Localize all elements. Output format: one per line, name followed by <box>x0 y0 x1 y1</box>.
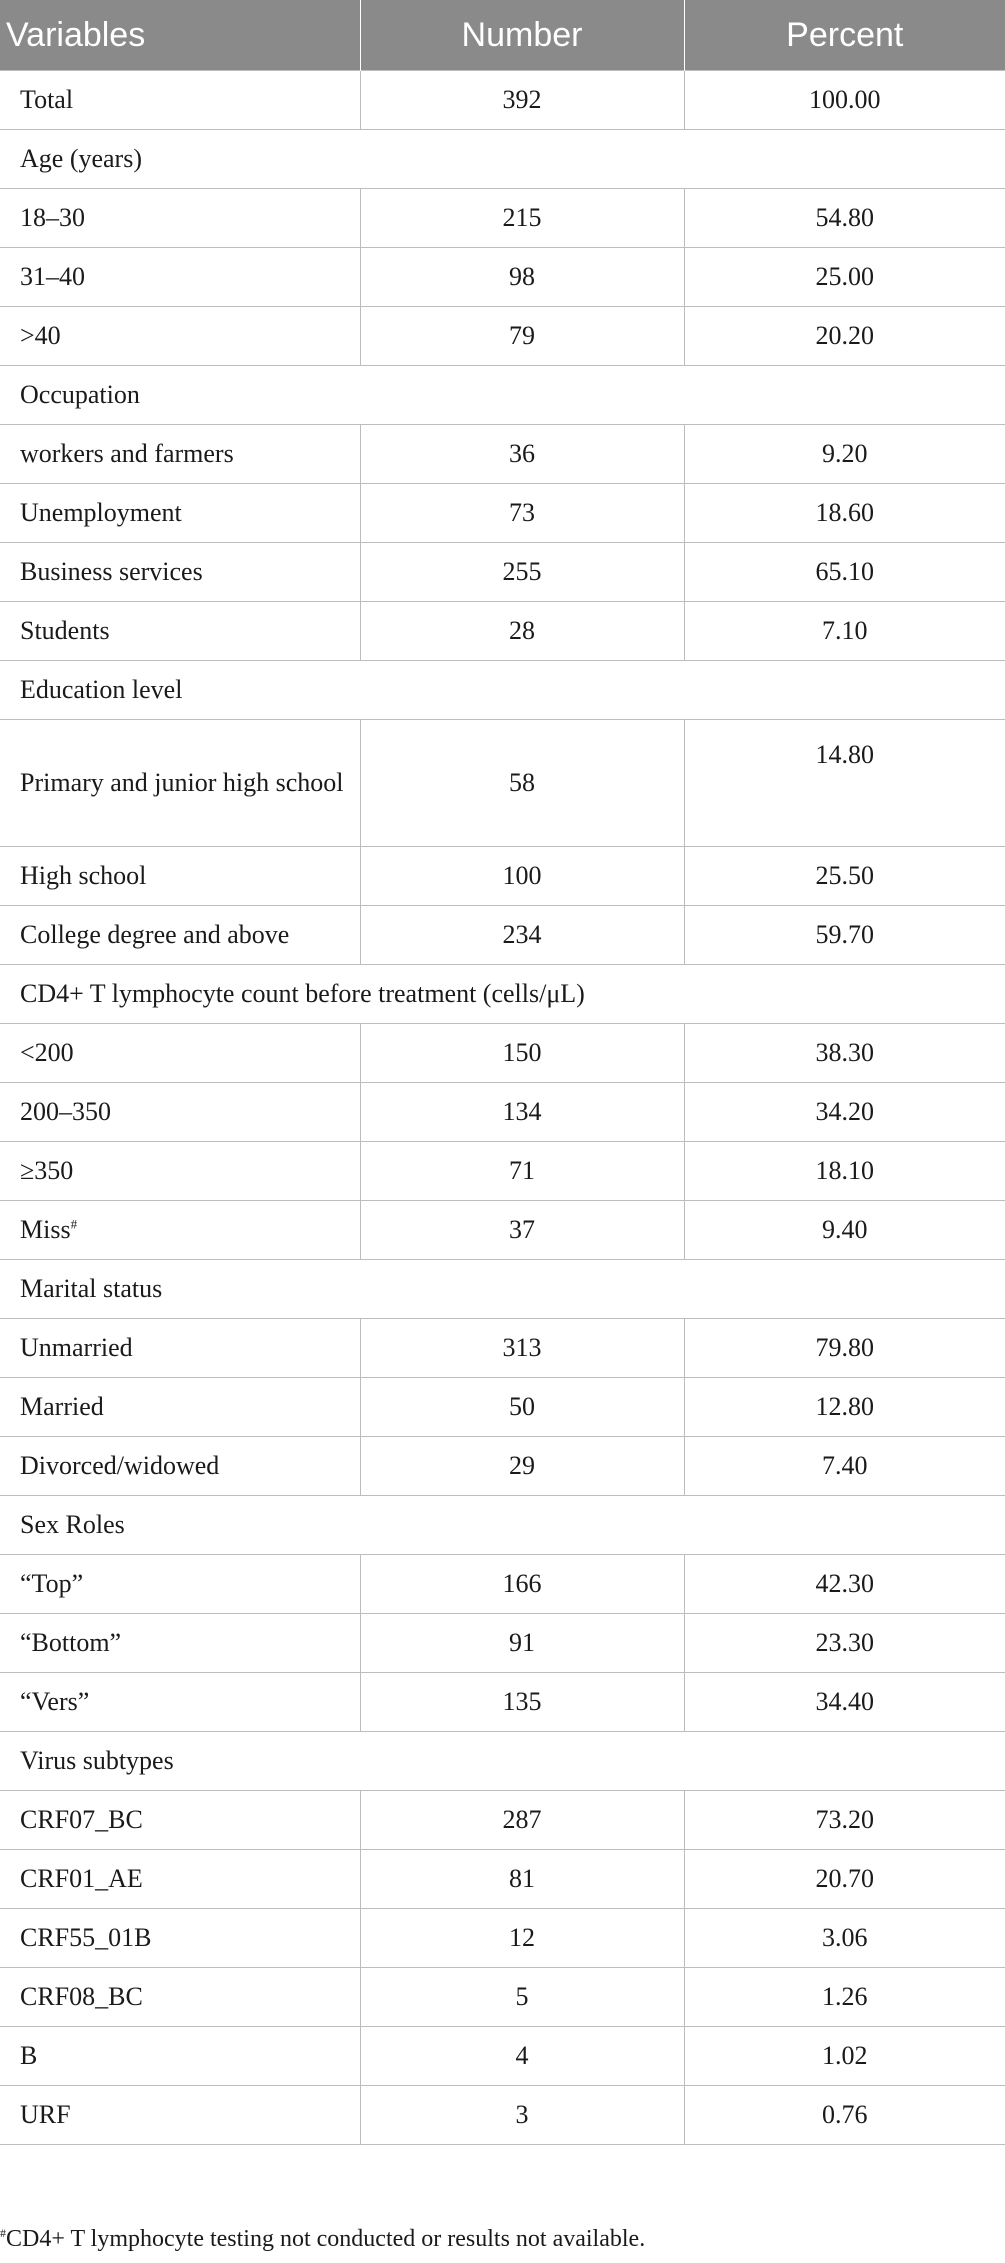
row-label: 31–40 <box>0 248 360 307</box>
header-row <box>0 0 1005 71</box>
row-label: Primary and junior high school <box>0 720 360 847</box>
row-number: 234 <box>360 906 684 965</box>
row-number: 12 <box>360 1909 684 1968</box>
row-label: “Bottom” <box>0 1614 360 1673</box>
row-label: >40 <box>0 307 360 366</box>
table-row <box>0 720 1005 847</box>
row-number: 29 <box>360 1437 684 1496</box>
row-percent: 18.60 <box>684 484 1005 543</box>
table-row <box>0 1201 1005 1260</box>
row-number: 313 <box>360 1319 684 1378</box>
table-footnote <box>0 2226 645 2253</box>
group-row-virus-subtypes <box>0 1732 1005 1791</box>
row-number: 287 <box>360 1791 684 1850</box>
row-percent: 79.80 <box>684 1319 1005 1378</box>
row-number: 4 <box>360 2027 684 2086</box>
group-row-age <box>0 130 1005 189</box>
row-label: Unemployment <box>0 484 360 543</box>
table-row <box>0 543 1005 602</box>
row-label: “Top” <box>0 1555 360 1614</box>
row-number: 150 <box>360 1024 684 1083</box>
group-label: Occupation <box>0 366 1005 425</box>
group-label: Virus subtypes <box>0 1732 1005 1791</box>
footnote-marker: # <box>70 1216 78 1232</box>
row-number: 135 <box>360 1673 684 1732</box>
row-number: 91 <box>360 1614 684 1673</box>
row-percent: 59.70 <box>684 906 1005 965</box>
row-label: CRF07_BC <box>0 1791 360 1850</box>
table-row <box>0 847 1005 906</box>
group-label: Education level <box>0 661 1005 720</box>
table-row <box>0 1555 1005 1614</box>
group-row-education <box>0 661 1005 720</box>
row-percent: 1.26 <box>684 1968 1005 2027</box>
row-percent: 34.40 <box>684 1673 1005 1732</box>
table-row <box>0 189 1005 248</box>
row-number: 5 <box>360 1968 684 2027</box>
row-number: 215 <box>360 189 684 248</box>
row-percent: 23.30 <box>684 1614 1005 1673</box>
row-percent: 12.80 <box>684 1378 1005 1437</box>
row-number: 166 <box>360 1555 684 1614</box>
row-label: Divorced/widowed <box>0 1437 360 1496</box>
row-percent: 54.80 <box>684 189 1005 248</box>
row-percent: 65.10 <box>684 543 1005 602</box>
row-label: Total <box>0 71 360 130</box>
row-label: Students <box>0 602 360 661</box>
row-percent: 25.50 <box>684 847 1005 906</box>
header-variables: Variables <box>0 0 360 71</box>
row-label: workers and farmers <box>0 425 360 484</box>
table-row <box>0 1791 1005 1850</box>
row-label: High school <box>0 847 360 906</box>
row-number: 58 <box>360 720 684 847</box>
header-number: Number <box>360 0 684 71</box>
table-row <box>0 2086 1005 2145</box>
row-number: 134 <box>360 1083 684 1142</box>
table-row <box>0 1909 1005 1968</box>
row-percent: 7.40 <box>684 1437 1005 1496</box>
row-label: “Vers” <box>0 1673 360 1732</box>
table-row <box>0 1614 1005 1673</box>
row-percent: 42.30 <box>684 1555 1005 1614</box>
row-percent: 38.30 <box>684 1024 1005 1083</box>
row-percent: 34.20 <box>684 1083 1005 1142</box>
table-row <box>0 1968 1005 2027</box>
table-row <box>0 1319 1005 1378</box>
table-row-total <box>0 71 1005 130</box>
row-percent: 73.20 <box>684 1791 1005 1850</box>
row-number: 28 <box>360 602 684 661</box>
row-label: CRF08_BC <box>0 1968 360 2027</box>
row-percent: 9.40 <box>684 1201 1005 1260</box>
group-label: Age (years) <box>0 130 1005 189</box>
row-label: 18–30 <box>0 189 360 248</box>
row-label: <200 <box>0 1024 360 1083</box>
row-number: 73 <box>360 484 684 543</box>
row-number: 36 <box>360 425 684 484</box>
row-percent: 18.10 <box>684 1142 1005 1201</box>
table-row <box>0 425 1005 484</box>
row-number: 81 <box>360 1850 684 1909</box>
group-row-cd4 <box>0 965 1005 1024</box>
table-row <box>0 1024 1005 1083</box>
row-percent: 100.00 <box>684 71 1005 130</box>
row-label: 200–350 <box>0 1083 360 1142</box>
table-row <box>0 2027 1005 2086</box>
row-label <box>0 1201 360 1260</box>
row-percent: 1.02 <box>684 2027 1005 2086</box>
table-row <box>0 1083 1005 1142</box>
row-label: ≥350 <box>0 1142 360 1201</box>
table-row <box>0 906 1005 965</box>
group-row-occupation <box>0 366 1005 425</box>
group-row-marital <box>0 1260 1005 1319</box>
table-row <box>0 484 1005 543</box>
table-row <box>0 248 1005 307</box>
group-row-sex-roles <box>0 1496 1005 1555</box>
row-number: 50 <box>360 1378 684 1437</box>
row-percent: 0.76 <box>684 2086 1005 2145</box>
row-percent: 20.20 <box>684 307 1005 366</box>
row-label: URF <box>0 2086 360 2145</box>
header-percent: Percent <box>684 0 1005 71</box>
row-label-text: Miss <box>20 1215 71 1245</box>
row-percent: 20.70 <box>684 1850 1005 1909</box>
row-number: 255 <box>360 543 684 602</box>
table-row <box>0 1850 1005 1909</box>
row-label: College degree and above <box>0 906 360 965</box>
table-row <box>0 1437 1005 1496</box>
row-label: B <box>0 2027 360 2086</box>
table-row <box>0 307 1005 366</box>
row-number: 71 <box>360 1142 684 1201</box>
row-percent: 7.10 <box>684 602 1005 661</box>
row-label: Married <box>0 1378 360 1437</box>
row-label: Business services <box>0 543 360 602</box>
footnote-text: CD4+ T lymphocyte testing not conducted or results not available. <box>6 2226 646 2252</box>
table-row <box>0 1142 1005 1201</box>
row-label: CRF55_01B <box>0 1909 360 1968</box>
row-number: 392 <box>360 71 684 130</box>
row-number: 98 <box>360 248 684 307</box>
footnote-marker: # <box>0 2226 6 2240</box>
group-label: CD4+ T lymphocyte count before treatment (cells/μL) <box>0 965 1005 1024</box>
row-percent: 25.00 <box>684 248 1005 307</box>
row-number: 37 <box>360 1201 684 1260</box>
group-label: Sex Roles <box>0 1496 1005 1555</box>
row-percent: 14.80 <box>684 720 1005 847</box>
row-number: 100 <box>360 847 684 906</box>
row-percent: 3.06 <box>684 1909 1005 1968</box>
table-row <box>0 1378 1005 1437</box>
row-label: CRF01_AE <box>0 1850 360 1909</box>
table-row <box>0 602 1005 661</box>
row-percent: 9.20 <box>684 425 1005 484</box>
row-number: 3 <box>360 2086 684 2145</box>
group-label: Marital status <box>0 1260 1005 1319</box>
row-number: 79 <box>360 307 684 366</box>
table-row <box>0 1673 1005 1732</box>
row-label: Unmarried <box>0 1319 360 1378</box>
